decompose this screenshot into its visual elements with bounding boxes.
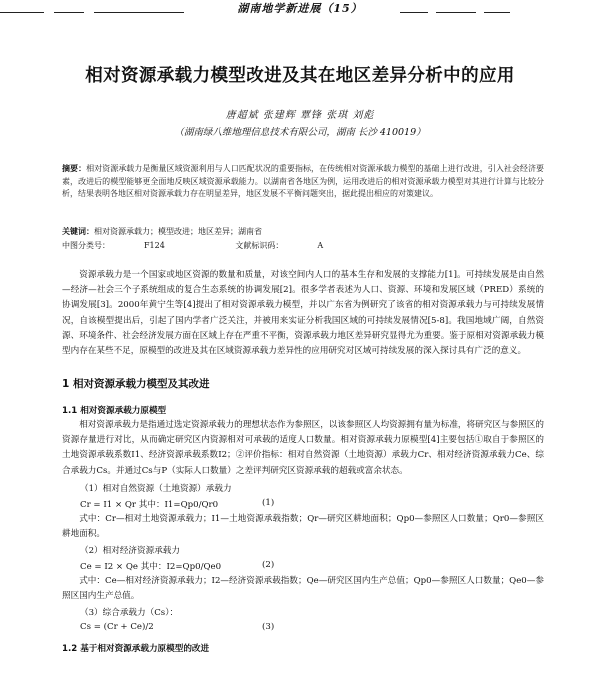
article-title: 相对资源承载力模型改进及其在地区差异分析中的应用 bbox=[85, 66, 515, 86]
article-authors: 唐超斌 张建辉 覃锋 张琪 刘彪 bbox=[225, 110, 375, 121]
journal-name: 湖南地学新进展（15） bbox=[237, 2, 363, 15]
section-paragraph-1-1: 相对资源承载力是指通过选定资源承载力的理想状态作为参照区，以该参照区人均资源拥有量为标准，将研究区与参照区的资源存量进行对比，从而确定研究区内资源相对可承载的适度人口数量。相对资源承载力原模型[4]主要包括①取自于参照区的土地资源承载系数I1、经济资源承载系数I2；②评价指标：相对自然资源（土地资源）承载力Cr、相对经济资源承载力Ce、综合承载力Cs。并通过Cs与P（实际人口数量）之差评判研究区资源承载的超载或富余状态。 bbox=[62, 420, 544, 476]
classification bbox=[62, 240, 544, 251]
keywords-text: 相对资源承载力；模型改进；地区差异；湖南省 bbox=[94, 227, 262, 236]
header-rule-left-2 bbox=[54, 12, 84, 13]
header-rule-right bbox=[400, 12, 428, 13]
clc-value: F124 bbox=[144, 241, 165, 250]
equation-2-number: (2) bbox=[262, 560, 275, 570]
equation-2: Ce = I2 × Qe 其中：I2=Qp0/Qe0 bbox=[80, 562, 222, 572]
clc-label: 中图分类号： bbox=[62, 241, 110, 250]
article-affiliation: （湖南绿八维地理信息技术有限公司，湖南 长沙 410019） bbox=[174, 127, 426, 138]
header-rule-left bbox=[0, 12, 44, 13]
keywords bbox=[62, 226, 544, 237]
header-rule-right-2 bbox=[436, 12, 476, 13]
subsection-heading-1-2: 1.2 基于相对资源承载力原模型的改进 bbox=[62, 644, 210, 654]
abstract-text: 相对资源承载力是衡量区域资源利用与人口匹配状况的重要指标，在传统相对资源承载力模型的基础上进行改进，引入社会经济要素，改进后的模型能够更全面地反映区域资源承载能力。以湖南省各地区为例，运用改进后的相对资源承载力模型对其进行计算与比较分析，结果表明各地区相对资源承载力存在明显差异，地区发展不平衡问题突出，据此提出相应的对策建议。 bbox=[62, 164, 545, 198]
equation-3: Cs = (Cr + Ce)/2 bbox=[80, 622, 154, 632]
item-3-heading: （3）综合承载力（Cs）： bbox=[80, 608, 179, 618]
item-1-heading: （1）相对自然资源（土地资源）承载力 bbox=[80, 484, 232, 494]
running-header bbox=[0, 0, 600, 18]
intro-paragraph: 资源承载力是一个国家或地区资源的数量和质量，对该空间内人口的基本生存和发展的支撑能力[1]。可持续发展是由自然—经济—社会三个子系统组成的复合生态系统的协调发展[2]。很多学者表述为人口、资源、环境和发展区域（PRED）系统的协调发展[3]。2000年黄宁生等[4]提出了相对资源承载力模型，并以广东省为例研究了该省的相对资源承载力与可持续发展情况，自该模型提出后，引起了国内学者广泛关注，并被用来实证分析我国区域的可持续发展情况[5-8]。我国地域广阔，自然资源、环境条件、社会经济发展方面在区域上存在严重不平衡，资源承载力地区差异研究显得尤为重要。鉴于原相对资源承载力模型内存在某些不足，原模型的改进及其在区域资源承载力差异性的应用研究对区域可持续发展的深入探讨具有广泛的意义。 bbox=[62, 270, 544, 357]
equation-1-number: (1) bbox=[262, 498, 275, 508]
subsection-heading-1-1: 1.1 相对资源承载力原模型 bbox=[62, 406, 167, 416]
equation-2-description: 式中：Ce—相对经济资源承载力；I2—经济资源承载指数；Qe—研究区国内生产总值；Qp0—参照区人口数量；Qe0—参照区国内生产总值。 bbox=[62, 576, 544, 602]
section-heading-1: 1 相对资源承载力模型及其改进 bbox=[62, 378, 210, 390]
equation-1-description: 式中：Cr—相对土地资源承载力；I1—土地资源承载指数；Qr—研究区耕地面积；Qp0—参照区人口数量；Qr0—参照区耕地面积。 bbox=[62, 514, 544, 540]
doc-code-value: A bbox=[317, 241, 324, 250]
doc-code-label: 文献标识码： bbox=[235, 241, 284, 250]
equation-1: Cr = I1 × Qr 其中：I1=Qp0/Qr0 bbox=[80, 500, 219, 510]
keywords-label: 关键词： bbox=[62, 226, 94, 236]
header-rule-left-3 bbox=[94, 12, 184, 13]
equation-3-number: (3) bbox=[262, 622, 275, 632]
header-rule-right-3 bbox=[484, 12, 510, 13]
abstract bbox=[62, 162, 544, 201]
abstract-label: 摘要： bbox=[62, 163, 87, 173]
item-2-heading: （2）相对经济资源承载力 bbox=[80, 546, 180, 556]
